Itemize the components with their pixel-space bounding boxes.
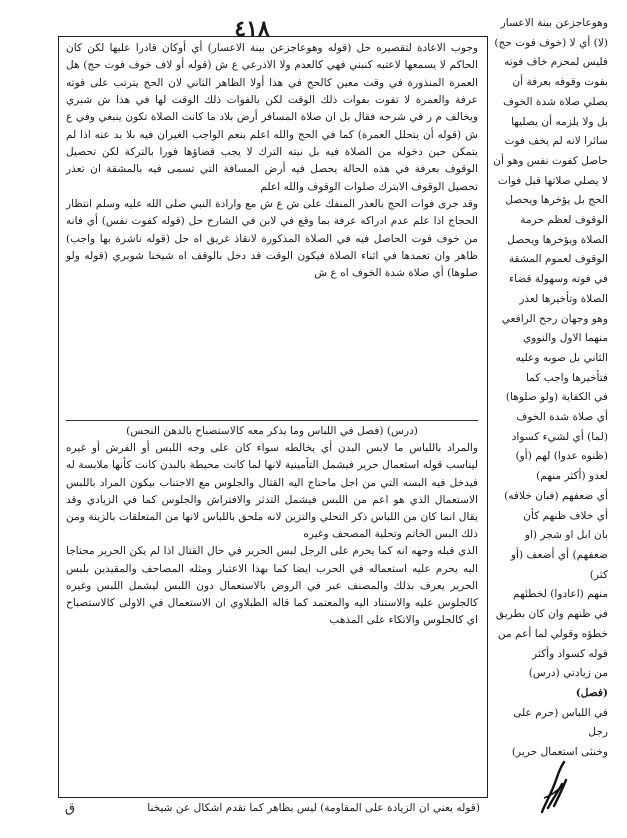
margin-line: قوله كسواد وأكثر bbox=[532, 647, 608, 660]
margin-line: في اللباس (حرم على رجل bbox=[513, 706, 608, 739]
margin-line: ضعفهم) أي أضعف (أو كثر) bbox=[510, 548, 608, 581]
margin-line: في فوته وسهولة قضاء bbox=[509, 273, 608, 286]
main-paragraph: وقد جرى فوات الحج بالعذر المنفك على ش ع ش مع وارادة النبي صلى الله عليه وسلم انتظار الحجاج اذا علم عدم ادراكه عرفة بما وقع في لابن في الشارح حل (قوله كفوت نفس) أي فانه من خوف فوت الحاصل فيه في الصلاة المذكورة لانقاذ غريق اه حل (قوله ناشرة بها واجب) ظاهر وان تعمدها في اثناء الصلاة فيكون الوقت قد دخل بالوقف اه شيخنا شوبري (قوله ولو صلوها) أي صلاة شدة الخوف اه ع ش bbox=[66, 198, 478, 280]
margin-line: الوقوف لعظم حرمة bbox=[520, 214, 608, 227]
margin-line: منهما الاول والنووي bbox=[522, 332, 608, 345]
margin-line: الحج بل يؤخرها ويحصل bbox=[505, 194, 608, 207]
margin-line: (لا) أي لا (خوف فوت حج) bbox=[494, 36, 608, 49]
margin-line: وهو وجهان رجح الرافعي bbox=[501, 312, 608, 325]
margin-line: يصلي صلاة شدة الخوف bbox=[503, 95, 608, 108]
margin-line: سائرا لانه لم يخف فوت bbox=[504, 135, 608, 148]
main-paragraph: والمراد باللباس ما لابس البدن أي يخالطه سواء كان على وجه اللبس أو الفرش أو غيره ليناسب قوله استعمال حرير فيشمل التأمينية لانها لما كانت محيطة بالبدن كانت كأنها ملابسة له فيدخل فيه البسه التي من اجل ماحتاج اليه القتال والجلوس مع الاجتناب بيكون المراد باللبس الاستعمال الذي هو اعم من اللبس فيشمل التدثر والافتراش والجلوس كما في الزيادي وقد يقال انما كان من اللباس ذكر التحلي والتزين لانه ملحق باللباس لانها من المتعلقات بالزينة ومن ذلك البس الخاتم وتحلية المصحف وغيره bbox=[66, 442, 478, 541]
margin-line: وهوعاجزعن بينة الاعسار bbox=[500, 17, 608, 29]
margin-line: لا يصلي صلاتها قبل فوات bbox=[497, 174, 608, 187]
margin-line: بل ولا يلزمه أن يصليها bbox=[511, 115, 608, 128]
main-paragraph: وجوب الاعادة لتقصيره حل (قوله وهوعاجزعن بينة الاعسار) أي أوكان قادرا عليها لكن كان الحاكم لا يسمعها لاعتبه كنبني فهي كالعدم ولا الاذرعي ع ش (قوله أو لاف خوف فوت حج) هل العمرة المنذورة في وقت معين كالحج في هذا أولا الظاهر الثاني لان الحج يترتب على فوته عرفة والعمرة لا تفوت بفوات ذلك الوقت لكن بالفوات ذلك الوقت لها في هذا ش شبري ويخالف م ر في شرحه فقال بل ان صلاة المسافر أرض بلاد ما كانت الصلاة تكون ينبغي وفي ع ش (قوله أن يتحلل العمرة) كما في الحج والله اعلم بنعم الواجب الغيران فيه بلا بد عنه اذا لم يتمكن حين دخوله من الصلاة فيه بل نيته الترك لا يجب قضاؤها فورا بالتركة لكن تحصيل الوقوف بعرفة في هذه الحالة يحصل فيه أرض المسافة التي تسمى فيه بالمشقة ان تعذر تحصيل الوقوف الابترك صلوات الوقوف والله اعلم bbox=[66, 42, 478, 193]
margin-line: منهم (اعادوا) لخطئهم bbox=[513, 588, 608, 601]
footer-note: (قوله يعني ان الزيادة على المقاومة) ليس بظاهر كما تقدم اشكال عن شيخنا bbox=[147, 802, 480, 814]
margin-line: (لما) أي لشيء كسواد bbox=[511, 430, 608, 443]
margin-line: فتأخيرها واجب كما bbox=[525, 371, 608, 384]
margin-line: في ظنهم وان كان بطريق bbox=[495, 608, 608, 621]
margin-line: من زيادتي (درس) bbox=[528, 667, 608, 680]
margin-matn-text bbox=[492, 14, 608, 759]
catchword: ق bbox=[64, 801, 76, 816]
margin-line: الصلاة ويؤخرها ويحصل bbox=[507, 233, 608, 246]
margin-line: (ظنوه عدوا) لهم (أو) bbox=[515, 450, 608, 463]
section-heading: (درس) (فصل في اللباس وما يذكر معه كالاستصباح بالدهن النجس) bbox=[126, 425, 418, 437]
margin-section-heading: (فصل) bbox=[575, 686, 608, 699]
main-commentary-text bbox=[66, 40, 478, 422]
ink-flourish-mark bbox=[534, 758, 574, 816]
margin-line: الوقوف لعموم المشقة bbox=[508, 253, 608, 266]
margin-line: وخنثى استعمال حرير) bbox=[511, 746, 608, 759]
main-commentary-text-section-2 bbox=[66, 423, 478, 791]
margin-line: الثاني بل صوبه وعليه bbox=[515, 351, 608, 364]
margin-line: بان ابل او شجر (او bbox=[524, 529, 608, 542]
main-paragraph: الذي قبله وجهه انه كما يحرم على الرجل لبس الحرير في حال القتال اذا لم يكن الحرير محتاجا اليه يحرم عليه استعماله في الحرب ايضا كما بهذا الاعتبار ومثله المصاحف والمقيدين بلبس الحرير يعرف بذلك والمصنف عبر في الروض بالاستعمال دون اللبس ليشمل اللبس وغيره كالجلوس عليه والاستناد اليه والمعتمد كما قاله الطبلاوي ان الاستعمال في الاولى كالاستصباح اي كالجلوس والاتكاء على المذهب bbox=[66, 545, 478, 627]
margin-line: بفوت وقوفه بعرفة أن bbox=[512, 76, 608, 89]
margin-line: لعدو (أكثر منهم) bbox=[536, 470, 608, 483]
margin-line: حاصل كفوت نفس وهو أن bbox=[493, 154, 608, 167]
margin-line: أي ضعفهم (فبان خلافه) bbox=[504, 489, 608, 502]
margin-line: خطؤه وقولي لما أعم من bbox=[497, 627, 608, 640]
margin-line: في الكفاية (ولو صلوها) bbox=[505, 391, 608, 404]
page-number: ٤١٨ bbox=[234, 16, 270, 42]
margin-line: أي صلاة شدة الخوف bbox=[516, 411, 608, 424]
margin-line: فليس لمحرم خاف فوته bbox=[504, 56, 608, 69]
margin-line: أي خلاف ظنهم كأن bbox=[523, 509, 608, 522]
section-divider bbox=[66, 420, 478, 422]
margin-line: الصلاة وتأخيرها لعذر bbox=[519, 292, 608, 305]
